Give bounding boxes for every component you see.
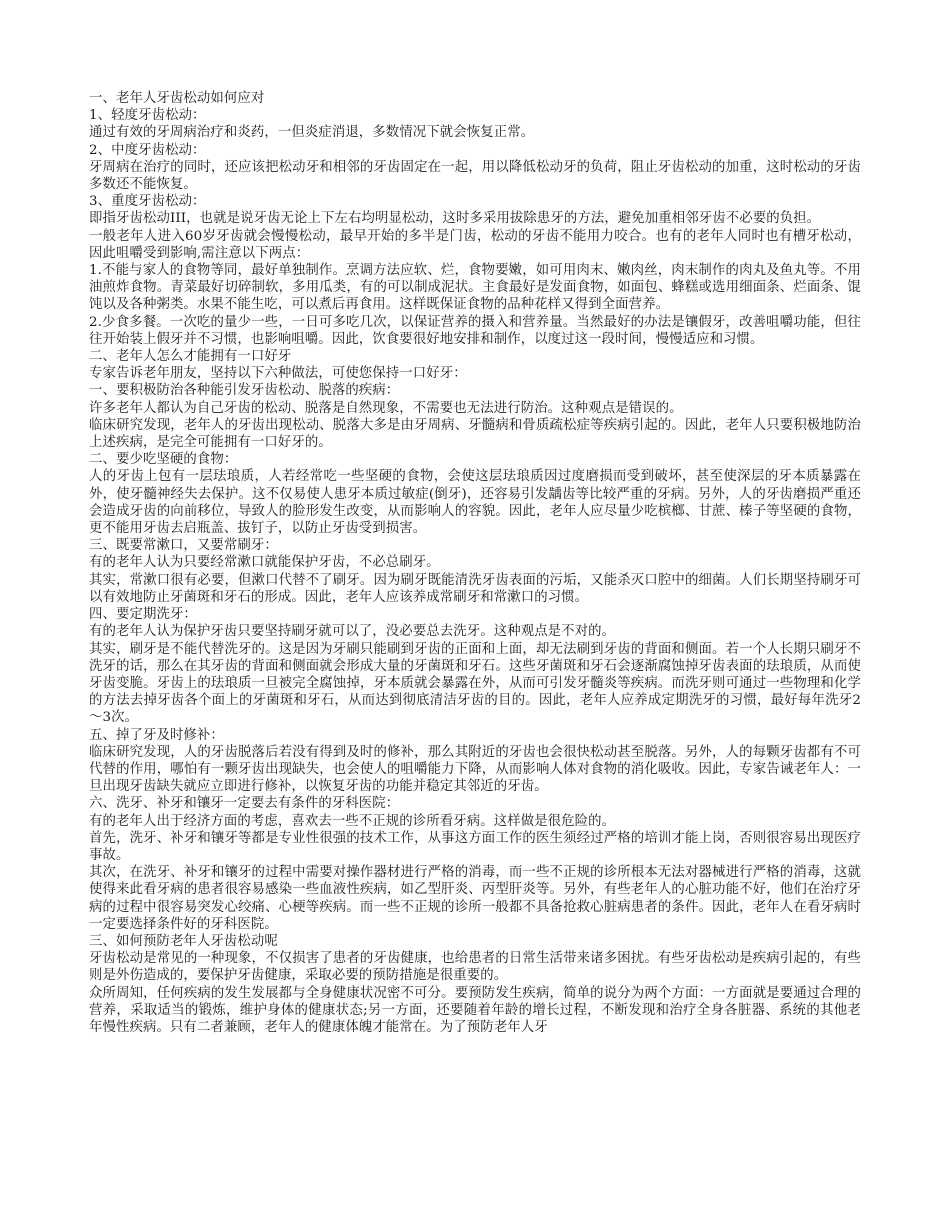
paragraph: 众所周知，任何疾病的发生发展都与全身健康状况密不可分。要预防发生疾病，简单的说分为两个方面：一方面就是要通过合理的营养，采取适当的锻炼，维护身体的健康状态;另一方面，还要随着年龄的增长过程，不断发现和治疗全身各脏器、系统的其他老年慢性疾病。只有二者兼顾，老年人的健康体魄才能常在。为了预防老年人牙	[89, 985, 861, 1035]
paragraph: 许多老年人都认为自己牙齿的松动、脱落是自然现象，不需要也无法进行防治。这种观点是错误的。	[89, 400, 683, 416]
paragraph: 有的老年人出于经济方面的考虑，喜欢去一些不正规的诊所看牙病。这样做是很危险的。	[89, 813, 616, 829]
paragraph: 牙齿松动是常见的一种现象，不仅损害了患者的牙齿健康，也给患者的日常生活带来诸多困扰。有些牙齿松动是疾病引起的，有些则是外伤造成的，要保护牙齿健康，采取必要的预防措施是很重要的。	[89, 951, 861, 984]
subheading: 五、掉了牙及时修补：	[89, 727, 224, 743]
paragraph: 专家告诉老年朋友，坚持以下六种做法，可使您保持一口好牙：	[89, 366, 467, 382]
section-heading: 一、老年人牙齿松动如何应对	[89, 91, 265, 106]
paragraph: 牙周病在治疗的同时，还应该把松动牙和相邻的牙齿固定在一起，用以降低松动牙的负荷，阻止牙齿松动的加重，这时松动的牙齿多数还不能恢复。	[89, 159, 861, 193]
paragraph: 1.不能与家人的食物等同，最好单独制作。烹调方法应软、烂，食物要嫩，如可用肉末、嫩肉丝，肉末制作的肉丸及鱼丸等。不用油煎炸食物。青菜最好切碎制软，多用瓜类，有的可以制成泥状。主食最好是发面食物，如面包、蜂糕或选用细面条、烂面条、馄饨以及各种粥类。水果不能生吃，可以煮后再食用。这样既保证食物的品种花样又得到全面营养。	[89, 263, 861, 313]
subheading: 2、中度牙齿松动：	[89, 142, 206, 158]
paragraph: 有的老年人认为保护牙齿只要坚持刷牙就可以了，没必要总去洗牙。这种观点是不对的。	[89, 624, 616, 640]
paragraph: 其次，在洗牙、补牙和镶牙的过程中需要对操作器材进行严格的消毒，而一些不正规的诊所根本无法对器械进行严格的消毒，这就使得来此看牙病的患者很容易感染一些血液性疾病，如乙型肝炎、丙型肝炎等。另外，有些老年人的心脏功能不好，他们在治疗牙病的过程中很容易突发心绞痛、心梗等疾病。而一些不正规的诊所一般都不具备抢救心脏病患者的条件。因此，老年人在看牙病时一定要选择条件好的牙科医院。	[89, 865, 861, 932]
paragraph: 2.少食多餐。一次吃的量少一些，一日可多吃几次，以保证营养的摄入和营养量。当然最好的办法是镶假牙，改善咀嚼功能，但往往开始装上假牙并不习惯，也影响咀嚼。因此，饮食要很好地安排和制作，以度过这一段时间，慢慢适应和习惯。	[89, 314, 861, 347]
section-heading: 二、老年人怎么才能拥有一口好牙	[89, 349, 292, 365]
subheading: 六、洗牙、补牙和镶牙一定要去有条件的牙科医院：	[89, 796, 400, 812]
subheading: 四、要定期洗牙：	[89, 607, 197, 623]
subheading: 二、要少吃坚硬的食物：	[89, 452, 238, 468]
paragraph: 即指牙齿松动III，也就是说牙齿无论上下左右均明显松动，这时多采用拔除患牙的方法，避免加重相邻牙齿不必要的负担。	[89, 211, 821, 227]
paragraph: 一般老年人进入60岁牙齿就会慢慢松动，最早开始的多半是门齿，松动的牙齿不能用力咬合。也有的老年人同时也有槽牙松动，因此咀嚼受到影响,需注意以下两点：	[89, 228, 861, 261]
paragraph: 其实，刷牙是不能代替洗牙的。这是因为牙刷只能刷到牙齿的正面和上面，却无法刷到牙齿的背面和侧面。若一个人长期只刷牙不洗牙的话，那么在其牙齿的背面和侧面就会形成大量的牙菌斑和牙石。这些牙菌斑和牙石会逐渐腐蚀掉牙齿表面的珐琅质，从而使牙齿变脆。牙齿上的珐琅质一旦被完全腐蚀掉，牙本质就会暴露在外，从而可引发牙髓炎等疾病。而洗牙则可通过一些物理和化学的方法去掉牙齿各个面上的牙菌斑和牙石，从而达到彻底清洁牙齿的目的。因此，老年人应养成定期洗牙的习惯，最好每年洗牙2～3次。	[89, 641, 861, 726]
subheading: 一、要积极防治各种能引发牙齿松动、脱落的疾病：	[89, 383, 400, 399]
paragraph: 通过有效的牙周病治疗和炎药，一但炎症消退，多数情况下就会恢复正常。	[89, 125, 535, 141]
paragraph: 人的牙齿上包有一层珐琅质，人若经常吃一些坚硬的食物，会使这层珐琅质因过度磨损而受到破坏，甚至使深层的牙本质暴露在外，使牙髓神经失去保护。这不仅易使人患牙本质过敏症(倒牙)，还容易引发龋齿等比较严重的牙病。另外，人的牙齿磨损严重还会造成牙齿的向前移位，导致人的脸形发生改变，从而影响人的容貌。因此，老年人应尽量少吃槟榔、甘蔗、榛子等坚硬的食物，更不能用牙齿去启瓶盖、拔钉子，以防止牙齿受到损害。	[89, 469, 861, 537]
paragraph: 临床研究发现，老年人的牙齿出现松动、脱落大多是由牙周病、牙髓病和骨质疏松症等疾病引起的。因此，老年人只要积极地防治上述疾病，是完全可能拥有一口好牙的。	[89, 417, 861, 451]
subheading: 三、既要常漱口，又要常刷牙：	[89, 538, 278, 554]
subheading: 3、重度牙齿松动：	[89, 194, 206, 210]
subheading: 1、轻度牙齿松动：	[89, 108, 206, 124]
paragraph: 有的老年人认为只要经常漱口就能保护牙齿，不必总刷牙。	[89, 555, 440, 571]
document-body	[89, 90, 861, 1036]
paragraph: 临床研究发现，人的牙齿脱落后若没有得到及时的修补，那么其附近的牙齿也会很快松动甚至脱落。另外，人的每颗牙齿都有不可代替的作用，哪怕有一颗牙齿出现缺失，也会使人的咀嚼能力下降，从而影响人体对食物的消化吸收。因此，专家告诫老年人：一旦出现牙齿缺失就应立即进行修补，以恢复牙齿的功能并稳定其邻近的牙齿。	[89, 744, 861, 795]
paragraph: 其实，常漱口很有必要，但漱口代替不了刷牙。因为刷牙既能清洗牙齿表面的污垢，又能杀灭口腔中的细菌。人们长期坚持刷牙可以有效地防止牙菌斑和牙石的形成。因此，老年人应该养成常刷牙和常漱口的习惯。	[89, 572, 861, 605]
section-heading: 三、如何预防老年人牙齿松动呢	[89, 933, 278, 949]
paragraph: 首先，洗牙、补牙和镶牙等都是专业性很强的技术工作，从事这方面工作的医生须经过严格的培训才能上岗，否则很容易出现医疗事故。	[89, 830, 861, 863]
